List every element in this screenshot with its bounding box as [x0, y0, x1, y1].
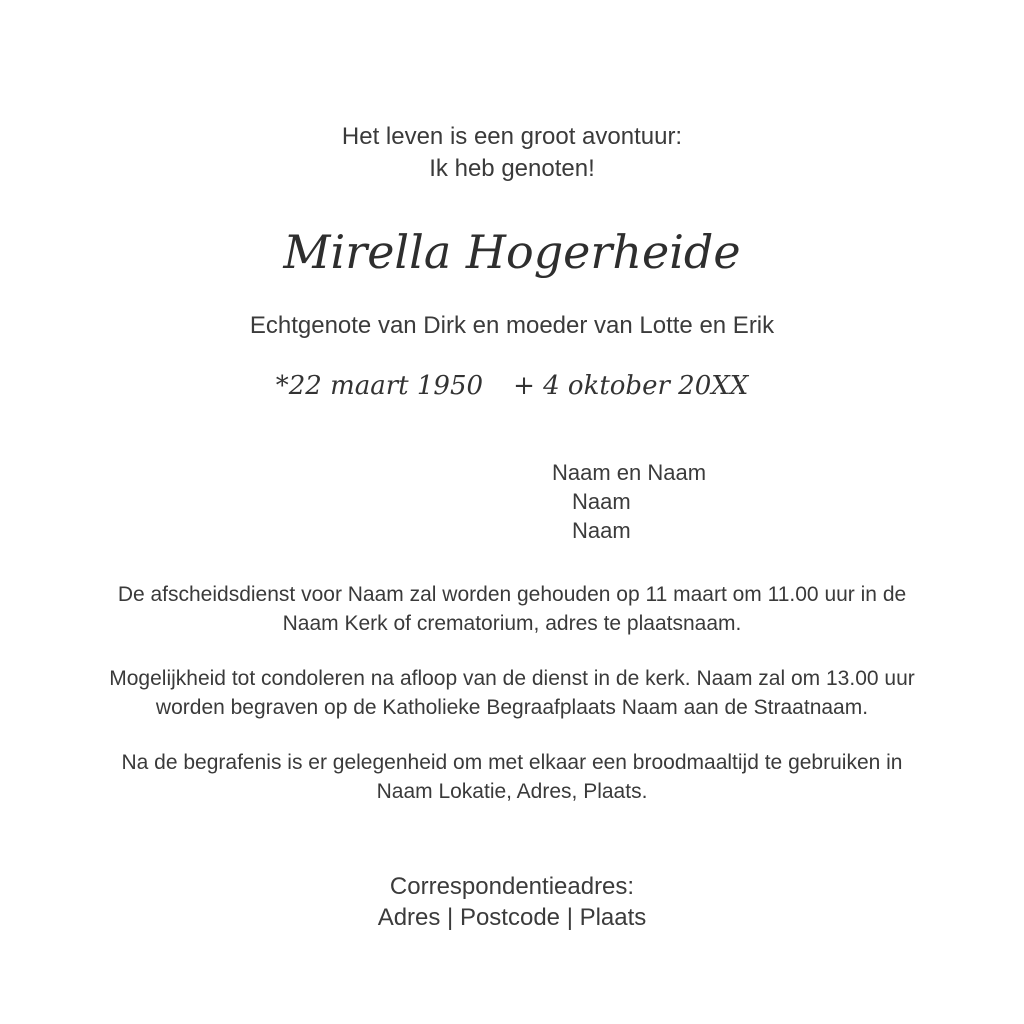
- meal-line-2: Naam Lokatie, Adres, Plaats.: [376, 780, 648, 803]
- death-date: + 4 oktober 20XX: [513, 371, 749, 401]
- family-line-3: Naam: [572, 518, 631, 543]
- service-line-2: Naam Kerk of crematorium, adres te plaatsnaam.: [282, 612, 742, 635]
- deceased-name: Mirella Hogerheide: [283, 225, 741, 279]
- motto-line-2: Ik heb genoten!: [429, 155, 595, 182]
- family-line-2: Naam: [572, 489, 631, 514]
- meal-line-1: Na de begrafenis is er gelegenheid om met elkaar een broodmaaltijd te gebruiken in: [121, 751, 903, 774]
- correspondence-address: Adres | Postcode | Plaats: [377, 904, 647, 931]
- family-line-1: Naam en Naam: [552, 460, 707, 485]
- service-line-1: De afscheidsdienst voor Naam zal worden gehouden op 11 maart om 11.00 uur in de: [117, 583, 907, 606]
- motto-line-1: Het leven is een groot avontuur:: [341, 123, 683, 150]
- relation-text: Echtgenote van Dirk en moeder van Lotte en Erik: [249, 312, 775, 339]
- condolence-line-2: worden begraven op de Katholieke Begraafplaats Naam aan de Straatnaam.: [155, 696, 869, 719]
- life-dates: [0, 369, 1024, 403]
- birth-date: *22 maart 1950: [275, 371, 484, 401]
- condolence-line-1: Mogelijkheid tot condoleren na afloop van de dienst in de kerk. Naam zal om 13.00 uur: [109, 667, 915, 690]
- correspondence-label: Correspondentieadres:: [389, 873, 635, 900]
